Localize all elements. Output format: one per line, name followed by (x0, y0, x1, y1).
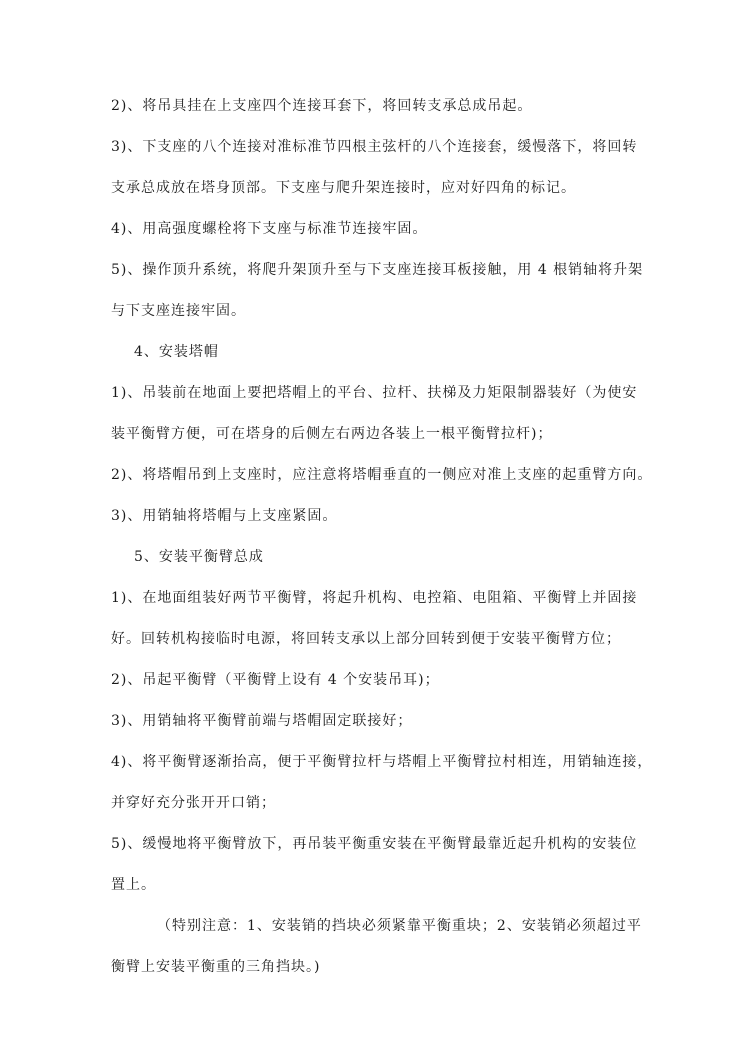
section-heading-install-tower-cap: 4、安装塔帽 (134, 344, 219, 360)
special-note-continued: 衡臂上安装平衡重的三角挡块。) (111, 959, 321, 975)
jib-step-1-ground-assembly: 1)、在地面组装好两节平衡臂，将起升机构、电控箱、电阻箱、平衡臂上并固接 (111, 590, 638, 606)
step-4-bolt-lower-support: 4)、用高强度螺栓将下支座与标准节连接牢固。 (111, 221, 428, 237)
section-heading-install-counter-jib: 5、安装平衡臂总成 (134, 549, 264, 565)
cap-step-1-ground-assembly: 1)、吊装前在地面上要把塔帽上的平台、拉杆、扶梯及力矩限制器装好（为使安 (111, 385, 638, 401)
step-5-continued: 与下支座连接牢固。 (111, 303, 246, 319)
jib-step-3-pin-front-end: 3)、用销轴将平衡臂前端与塔帽固定联接好； (111, 713, 413, 729)
step-5-operate-jacking-system: 5)、操作顶升系统，将爬升架顶升至与下支座连接耳板接触，用 4 根销轴将升架 (111, 262, 644, 278)
step-3-continued: 支承总成放在塔身顶部。下支座与爬升架连接时，应对好四角的标记。 (111, 180, 576, 196)
jib-step-5-lower-jib: 5)、缓慢地将平衡臂放下，再吊装平衡重安装在平衡臂最靠近起升机构的安装位 (111, 836, 638, 852)
cap-step-3-fasten-cap: 3)、用销轴将塔帽与上支座紧固。 (111, 508, 338, 524)
jib-step-2-lift-jib: 2)、吊起平衡臂（平衡臂上设有 4 个安装吊耳)； (111, 672, 440, 688)
step-2-hang-lifting-tool: 2)、将吊具挂在上支座四个连接耳套下，将回转支承总成吊起。 (111, 98, 533, 114)
jib-step-1-continued: 好。回转机构接临时电源，将回转支承以上部分回转到便于安装平衡臂方位； (111, 631, 621, 647)
cap-step-2-lift-cap: 2)、将塔帽吊到上支座时，应注意将塔帽垂直的一侧应对准上支座的起重臂方向。 (111, 467, 653, 483)
jib-step-4-raise-jib: 4)、将平衡臂逐渐抬高，便于平衡臂拉杆与塔帽上平衡臂拉村相连，用销轴连接， (111, 754, 653, 770)
special-note: （特别注意：1、安装销的挡块必须紧靠平衡重块；2、安装销必须超过平 (157, 918, 642, 934)
step-3-align-lower-support: 3)、下支座的八个连接对准标准节四根主弦杆的八个连接套，缓慢落下，将回转 (111, 139, 638, 155)
cap-step-1-continued: 装平衡臂方便，可在塔身的后侧左右两边各装上一根平衡臂拉杆)； (111, 426, 553, 442)
jib-step-5-continued: 置上。 (111, 877, 156, 893)
jib-step-4-continued: 并穿好充分张开开口销； (111, 795, 276, 811)
